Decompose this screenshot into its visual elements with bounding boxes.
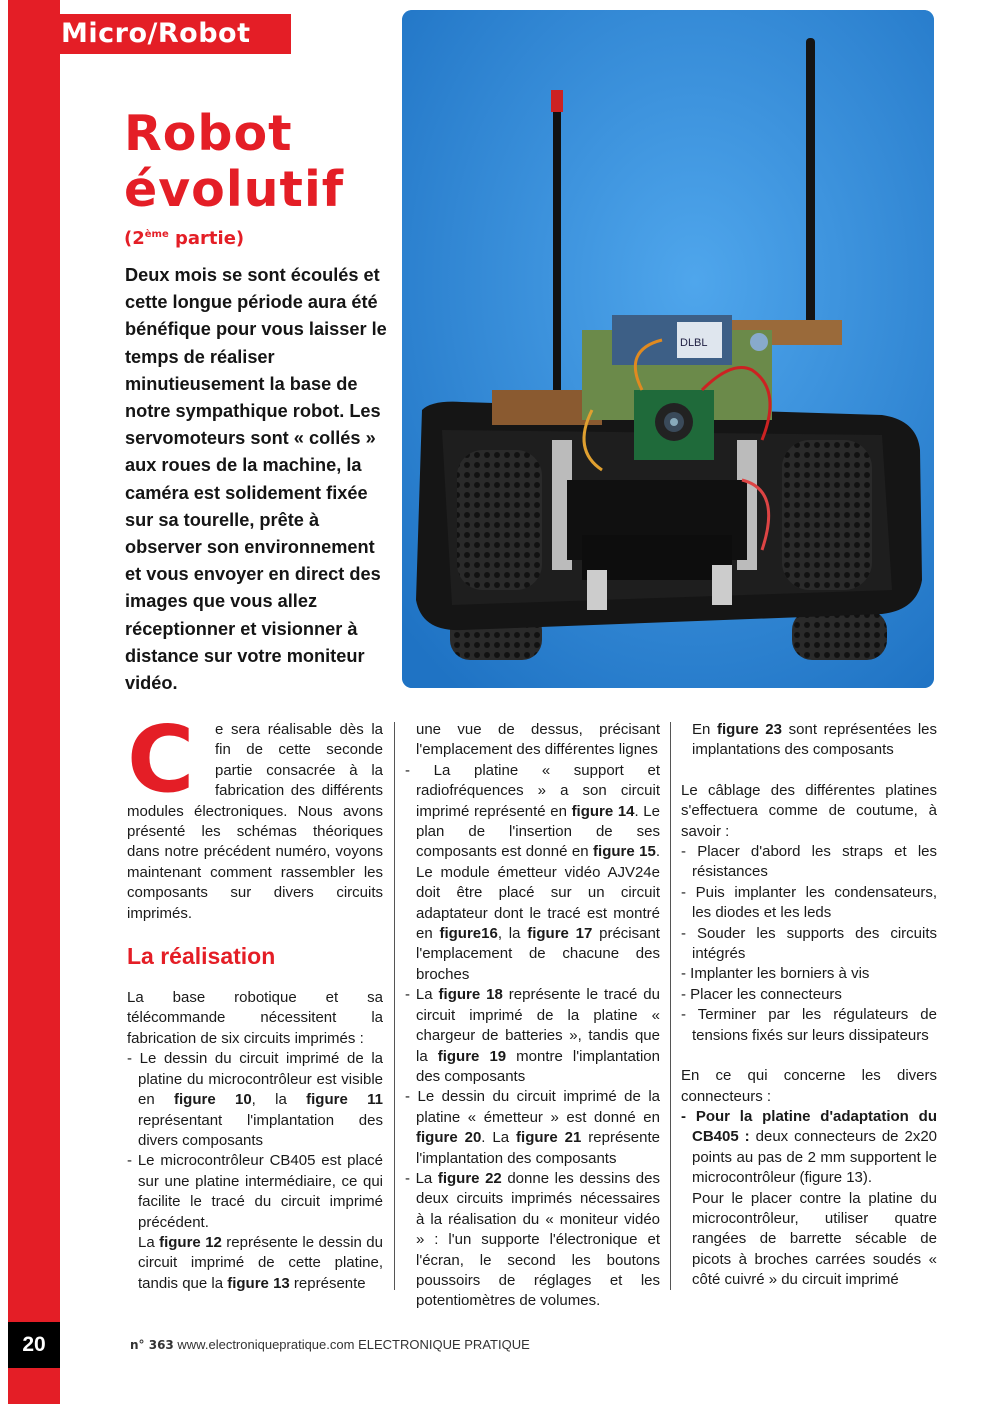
list-item-continuation: La figure 12 représente le dessin du circuit imprimé de cette platine, tandis que la figure 13 représente: [138, 1233, 383, 1292]
article-title: [124, 106, 344, 218]
list-item-continuation: Pour le placer contre la platine du microcontrôleur, utiliser quatre rangées de barrette sécable de picots à broches carrées soudés « côté cuivré » du circuit imprimé: [692, 1189, 937, 1289]
text-column-3: [681, 720, 937, 1291]
paragraph: En ce qui concerne les divers connecteurs :: [681, 1067, 937, 1105]
title-line-2: évolutif: [124, 161, 345, 218]
text-column-1: [127, 706, 383, 1294]
module-label: DLBL: [680, 337, 708, 349]
title-line-1: Robot: [124, 105, 293, 162]
robot-illustration: [402, 10, 934, 688]
issue-number: n° 363: [130, 1338, 174, 1352]
list-item: - La figure 22 donne les dessins des deux circuits imprimés nécessaires à la réalisation du « moniteur vidéo » : l'un supporte l'électronique et l'écran, le second les boutons poussoirs de réglages et les potentiomètres de volumes.: [405, 1169, 660, 1310]
column-rule: [670, 722, 671, 1290]
list-item: - Implanter les borniers à vis: [681, 965, 870, 983]
text-column-2: [405, 720, 660, 1312]
list-item: - La figure 18 représente le tracé du circuit imprimé de la platine « chargeur de batteries », tandis que la figure 19 montre l'implantation des composants: [405, 986, 660, 1085]
list-item: - Placer les connecteurs: [681, 985, 842, 1003]
drop-cap: C: [127, 706, 195, 813]
list-item: - Le dessin du circuit imprimé de la platine du microcontrôleur est visible en figure 10, la figure 11 représentant l'implantation des divers composants: [127, 1050, 383, 1149]
section-rubric: Micro/Robot: [55, 14, 291, 54]
list-item: - Souder les supports des circuits intégrés: [681, 924, 937, 963]
section-heading: La réalisation: [127, 943, 276, 970]
lead-paragraph: Deux mois se sont écoulés et cette longue période aura été bénéfique pour vous laisser le temps de réaliser minutieusement la base de notre sympathique robot. Les servomoteurs sont « collés » aux roues de la machine, la caméra est solidement fixée sur sa tourelle, prête à observer son environnement et vous envoyer en direct des images que vous allez réceptionner et visionner à distance sur votre moniteur vidéo.: [125, 265, 387, 694]
paragraph: En figure 23 sont représentées les implantations des composants: [692, 721, 937, 759]
list-item: - Terminer par les régulateurs de tensions fixés sur leurs dissipateurs: [681, 1006, 937, 1044]
list-item: - Pour la platine d'adaptation du CB405 : deux connecteurs de 2x20 points au pas de 2 mm supportent le microcontrôleur (figure 13).: [681, 1107, 938, 1187]
list-item: - Placer d'abord les straps et les résistances: [681, 843, 937, 881]
list-item: - La platine « support et radiofréquences » a son circuit imprimé représenté en figure 14. Le plan de l'insertion de ses composants est donné en figure 15. Le module émetteur vidéo AJV24e doit être placé sur un circuit adaptateur dont le tracé est montré en figure16, la figure 17 précisant l'emplacement de chacune des broches: [405, 761, 660, 983]
page-number: 20: [8, 1322, 60, 1368]
left-red-band: [8, 0, 60, 1404]
website-url: www.electroniquepratique.com: [177, 1337, 355, 1352]
list-item: - Puis implanter les condensateurs, les diodes et les leds: [681, 883, 937, 922]
robot-photo: [402, 10, 934, 688]
list-item: - Le dessin du circuit imprimé de la platine « émetteur » est donné en figure 20. La figure 21 représente l'implantation des composants: [405, 1088, 660, 1167]
page-footer: [130, 1337, 530, 1352]
article-subtitle: (2ème partie): [124, 228, 245, 249]
paragraph: une vue de dessus, précisant l'emplacement des différentes lignes: [416, 721, 660, 759]
list-item: - Le microcontrôleur CB405 est placé sur une platine intermédiaire, ce qui facilite le tracé du circuit imprimé précédent.: [127, 1152, 383, 1231]
intro-paragraph: C e sera réalisable dès la fin de cette seconde partie consacrée à la fabrication des différents modules électroniques. Nous avons présenté les schémas théoriques dans notre précédent numéro, voyons maintenant comment rassembler les composants sur divers circuits imprimés.: [127, 706, 383, 922]
paragraph: La base robotique et sa télécommande nécessitent la fabrication de six circuits imprimés :: [127, 989, 383, 1047]
magazine-name: ELECTRONIQUE PRATIQUE: [358, 1337, 530, 1352]
column-rule: [394, 722, 395, 1290]
paragraph: Le câblage des différentes platines s'effectuera comme de coutume, à savoir :: [681, 781, 937, 840]
